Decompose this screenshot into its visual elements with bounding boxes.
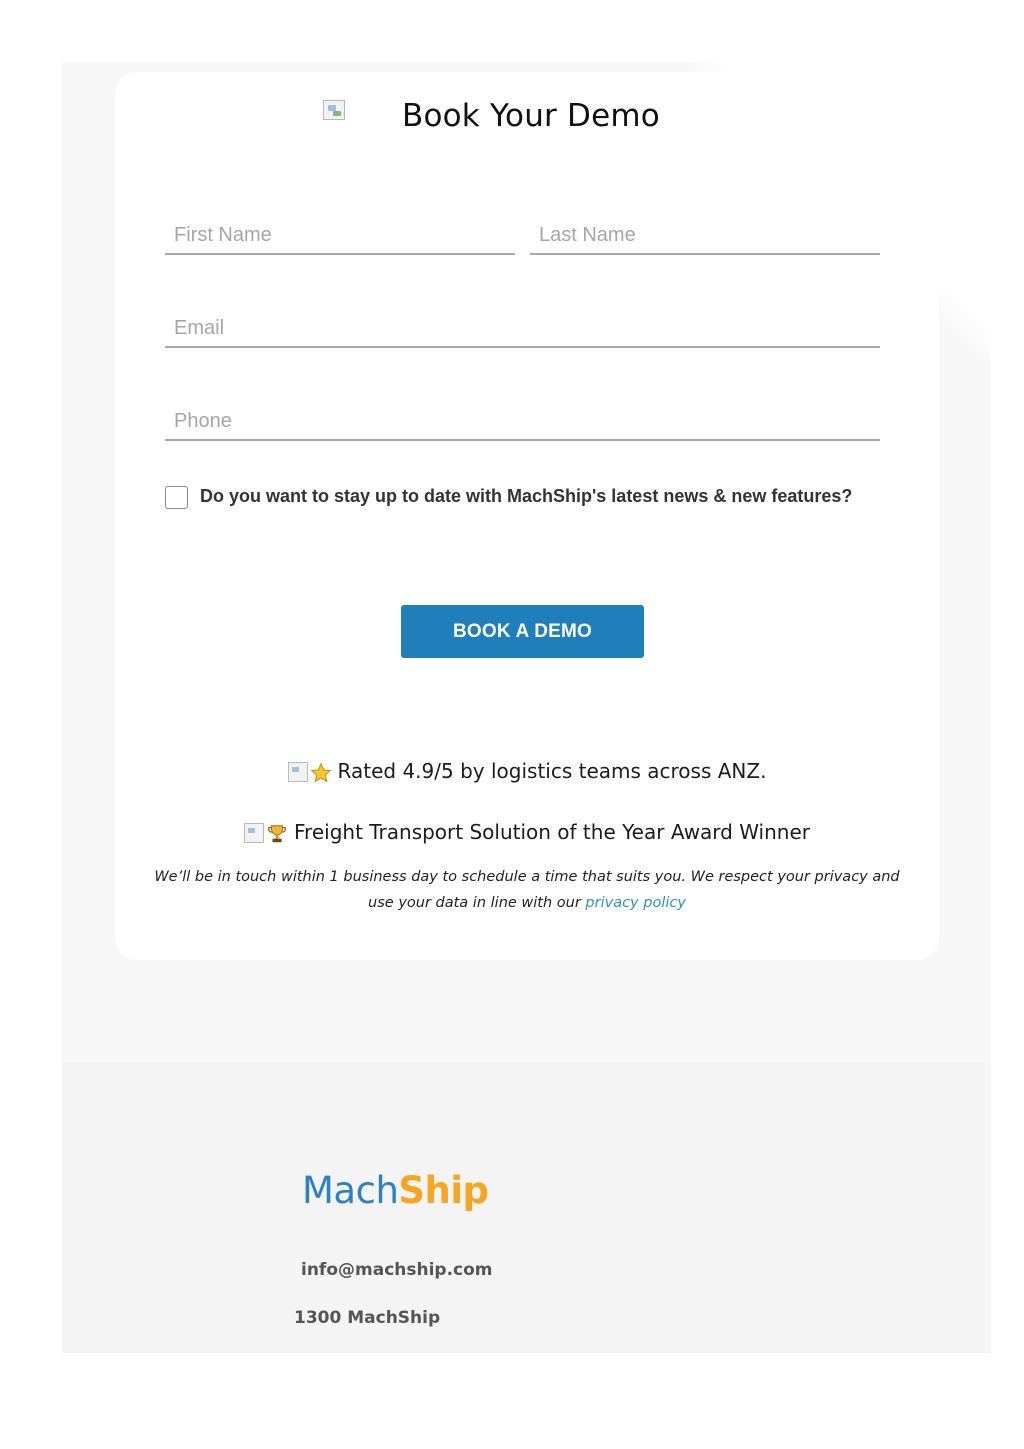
newsletter-consent-label[interactable]: Do you want to stay up to date with MachShip's latest news & new features? (200, 486, 853, 506)
demo-form-card (115, 72, 939, 960)
logo-text-mach: Mach (302, 1169, 399, 1212)
email-input[interactable] (165, 310, 880, 346)
newsletter-checkbox[interactable] (165, 486, 188, 509)
logo-text-ship: Ship (398, 1169, 489, 1212)
machship-logo[interactable] (302, 1169, 489, 1212)
broken-image-icon (244, 823, 264, 843)
star-icon (310, 762, 332, 784)
footer (62, 1063, 991, 1353)
last-name-input[interactable] (530, 217, 880, 253)
footer-email-link[interactable]: info@machship.com (301, 1260, 493, 1280)
phone-input[interactable] (165, 403, 880, 439)
broken-image-icon (288, 762, 308, 782)
award-text: Freight Transport Solution of the Year Award Winner (294, 820, 810, 844)
rating-line (115, 759, 939, 786)
privacy-note (140, 864, 914, 916)
last-name-field-container (530, 217, 880, 255)
book-demo-button[interactable]: BOOK A DEMO (401, 605, 644, 658)
rating-icons (288, 762, 332, 786)
award-line (115, 820, 939, 847)
broken-image-icon (323, 100, 345, 120)
privacy-policy-link[interactable]: privacy policy (585, 895, 686, 911)
first-name-input[interactable] (165, 217, 515, 253)
first-name-field-container (165, 217, 515, 255)
privacy-note-text: We’ll be in touch within 1 business day to schedule a time that suits you. We respect your privacy and use your data in line with our (154, 869, 900, 911)
phone-field-container (165, 403, 880, 441)
footer-phone-link[interactable]: 1300 MachShip (294, 1308, 441, 1328)
rating-text: Rated 4.9/5 by logistics teams across ANZ. (337, 759, 767, 783)
award-icons (244, 823, 288, 847)
trophy-icon (266, 823, 288, 845)
form-title: Book Your Demo (402, 98, 660, 134)
email-field-container (165, 310, 880, 348)
form-header (115, 98, 939, 148)
